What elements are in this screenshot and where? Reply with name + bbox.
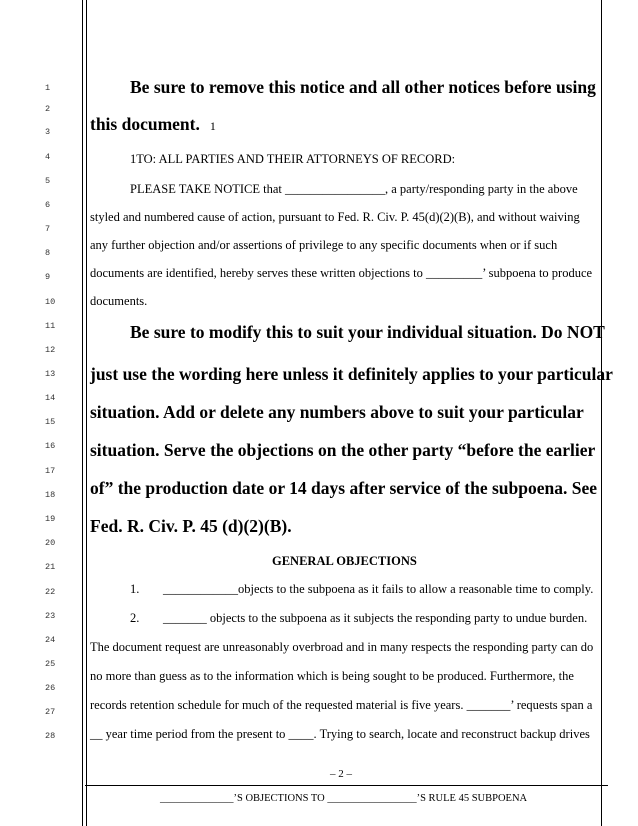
body-line: PLEASE TAKE NOTICE that ________________, a party/responding party in the above	[130, 182, 578, 196]
line-number: 24	[45, 635, 56, 645]
line-number: 2	[45, 104, 51, 114]
line-number: 14	[45, 393, 56, 403]
line-number: 21	[45, 562, 56, 572]
notice-text: this document.	[90, 114, 200, 134]
notice-line: situation. Add or delete any numbers above to suit your particular	[90, 402, 584, 422]
line-number: 23	[45, 611, 56, 621]
line-number: 18	[45, 490, 56, 500]
line-number: 9	[45, 272, 51, 282]
line-number: 4	[45, 152, 51, 162]
line-number: 3	[45, 127, 51, 137]
line-number: 6	[45, 200, 51, 210]
notice-line: just use the wording here unless it definitely applies to your particular	[90, 364, 613, 384]
line-number: 7	[45, 224, 51, 234]
objection-number: 1.	[130, 582, 140, 596]
body-line: The document request are unreasonably overbroad and in many respects the responding party can do	[90, 640, 594, 654]
line-number: 15	[45, 417, 56, 427]
line-number: 25	[45, 659, 56, 669]
line-number: 17	[45, 466, 56, 476]
line-number: 10	[45, 297, 56, 307]
general-objections-heading: GENERAL OBJECTIONS	[272, 554, 417, 568]
line-number: 1	[45, 83, 51, 93]
line-number: 11	[45, 321, 56, 331]
left-margin-rule	[82, 0, 83, 826]
line-number: 8	[45, 248, 51, 258]
left-margin-rule-inner	[86, 0, 87, 826]
footer-caption: ______________’S OBJECTIONS TO _________________’S RULE 45 SUBPOENA	[160, 793, 528, 804]
line-number: 28	[45, 731, 56, 741]
line-number: 16	[45, 441, 56, 451]
notice-line: situation. Serve the objections on the other party “before the earlier	[90, 440, 596, 460]
notice-line: Be sure to remove this notice and all other notices before using	[130, 77, 596, 97]
line-number: 19	[45, 514, 56, 524]
body-line: any further objection and/or assertions of privilege to any specific documents when or if such	[90, 238, 558, 252]
line-number: 26	[45, 683, 56, 693]
to-line: 1TO: ALL PARTIES AND THEIR ATTORNEYS OF RECORD:	[130, 152, 456, 166]
body-line: documents.	[90, 294, 148, 308]
body-line: no more than guess as to the information which is being sought to be produced. Furthermore, the	[90, 669, 574, 683]
line-number: 27	[45, 707, 56, 717]
footnote-reference: 1	[209, 119, 216, 133]
line-number: 5	[45, 176, 51, 186]
objection-number: 2.	[130, 611, 140, 625]
right-margin-rule	[601, 0, 602, 826]
body-line: __ year time period from the present to ____. Trying to search, locate and reconstruct backup drives	[90, 727, 590, 741]
page-number: – 2 –	[330, 768, 352, 780]
line-number: 22	[45, 587, 56, 597]
notice-line: Fed. R. Civ. P. 45 (d)(2)(B).	[90, 516, 292, 536]
line-number: 13	[45, 369, 56, 379]
objection-text: ____________objects to the subpoena as it fails to allow a reasonable time to comply.	[163, 582, 594, 596]
body-line: styled and numbered cause of action, pursuant to Fed. R. Civ. P. 45(d)(2)(B), and without waiving	[90, 210, 580, 224]
body-line: records retention schedule for much of the requested material is five years. _______’ requests span a	[90, 698, 593, 712]
line-number: 20	[45, 538, 56, 548]
notice-line: of” the production date or 14 days after service of the subpoena. See	[90, 478, 597, 498]
objection-text: _______ objects to the subpoena as it subjects the responding party to undue burden.	[163, 611, 588, 625]
line-number: 12	[45, 345, 56, 355]
body-line: documents are identified, hereby serves these written objections to _________’ subpoena to produce	[90, 266, 593, 280]
notice-line: Be sure to modify this to suit your individual situation. Do NOT	[130, 322, 605, 342]
footer-divider	[85, 785, 608, 786]
notice-line	[90, 114, 216, 135]
